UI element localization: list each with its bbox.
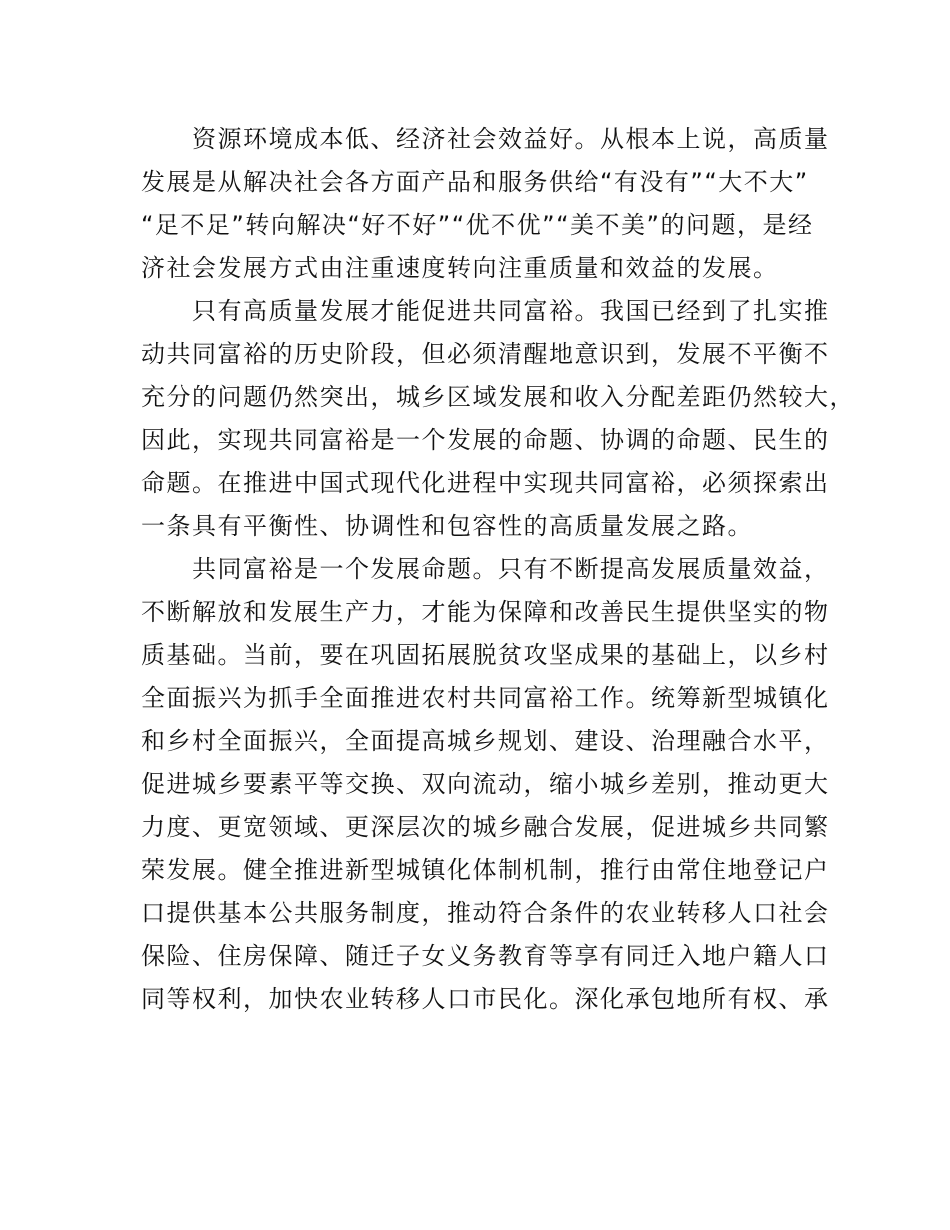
text-line: 只有高质量发展才能促进共同富裕。我国已经到了扎实推: [141, 297, 830, 325]
text-line: 荣发展。健全推进新型城镇化体制机制，推行由常住地登记户: [141, 856, 830, 884]
paragraph-2: [141, 290, 855, 548]
text-line: 质基础。当前，要在巩固拓展脱贫攻坚成果的基础上，以乡村: [141, 641, 830, 669]
text-line: 动共同富裕的历史阶段，但必须清醒地意识到，发展不平衡不: [141, 340, 830, 368]
text-line: 济社会发展方式由注重速度转向注重质量和效益的发展。: [141, 254, 779, 282]
text-line: 一条具有平衡性、协调性和包容性的高质量发展之路。: [141, 512, 753, 540]
text-line: 发展是从解决社会各方面产品和服务供给“有没有”“大不大”: [141, 168, 809, 196]
text-line: 口提供基本公共服务制度，推动符合条件的农业转移人口社会: [141, 899, 830, 927]
text-line: 力度、更宽领域、更深层次的城乡融合发展，促进城乡共同繁: [141, 813, 830, 841]
text-line: 因此，实现共同富裕是一个发展的命题、协调的命题、民生的: [141, 426, 830, 454]
text-line: 促进城乡要素平等交换、双向流动，缩小城乡差别，推动更大: [141, 770, 830, 798]
text-line: 共同富裕是一个发展命题。只有不断提高发展质量效益，: [141, 555, 830, 583]
paragraph-3: [141, 548, 830, 1021]
text-line: 充分的问题仍然突出，城乡区域发展和收入分配差距仍然较大，: [141, 383, 855, 411]
text-line: 命题。在推进中国式现代化进程中实现共同富裕，必须探索出: [141, 469, 830, 497]
text-line: “足不足”转向解决“好不好”“优不优”“美不美”的问题，是经: [141, 211, 814, 239]
document-body: [141, 118, 855, 1021]
text-line: 保险、住房保障、随迁子女义务教育等享有同迁入地户籍人口: [141, 942, 830, 970]
paragraph-1: [141, 118, 830, 290]
text-line: 同等权利，加快农业转移人口市民化。深化承包地所有权、承: [141, 985, 830, 1013]
text-line: 全面振兴为抓手全面推进农村共同富裕工作。统筹新型城镇化: [141, 684, 830, 712]
text-line: 和乡村全面振兴，全面提高城乡规划、建设、治理融合水平，: [141, 727, 830, 755]
text-line: 资源环境成本低、经济社会效益好。从根本上说，高质量: [141, 125, 830, 153]
text-line: 不断解放和发展生产力，才能为保障和改善民生提供坚实的物: [141, 598, 830, 626]
